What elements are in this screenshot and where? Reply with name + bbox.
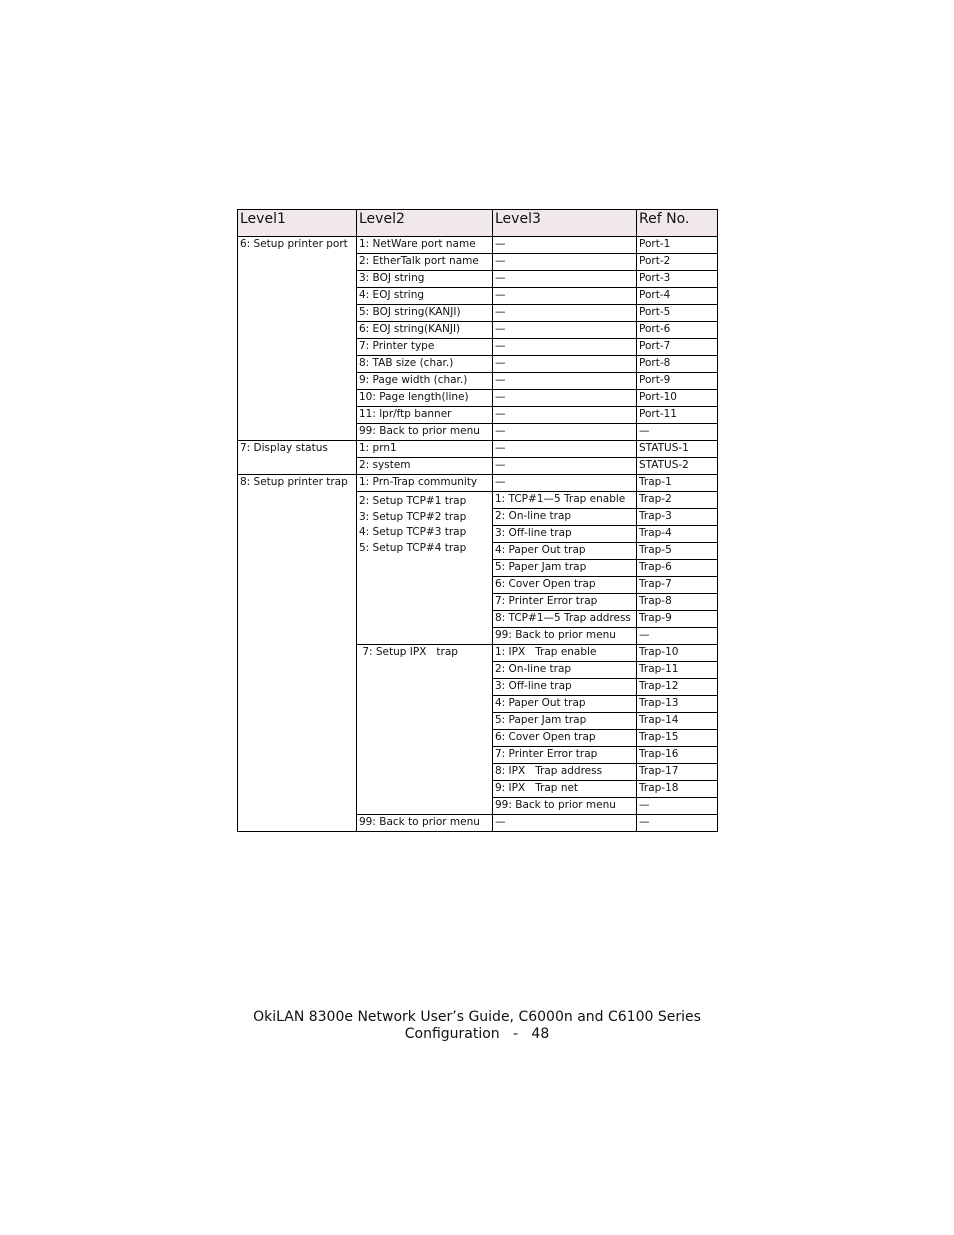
level2-tcp-item: 3: Setup TCP#2 trap (359, 510, 467, 523)
level3-cell: 99: Back to prior menu (493, 628, 637, 645)
level3-cell: — (493, 288, 637, 305)
level3-cell: — (493, 339, 637, 356)
level2-cell: 5: BOJ string(KANJI) (357, 305, 493, 322)
ref-cell: — (637, 424, 718, 441)
header-level1: Level1 (238, 210, 357, 237)
ref-cell: Trap-14 (637, 713, 718, 730)
ref-cell: Port-1 (637, 237, 718, 254)
level3-cell: — (493, 424, 637, 441)
level3-cell: — (493, 254, 637, 271)
ref-cell: Port-7 (637, 339, 718, 356)
level3-cell: — (493, 271, 637, 288)
level3-cell: 6: Cover Open trap (493, 577, 637, 594)
level3-cell: — (493, 475, 637, 492)
level3-cell: 1: IPX Trap enable (493, 645, 637, 662)
ref-cell: Trap-1 (637, 475, 718, 492)
level3-cell: 1: TCP#1—5 Trap enable (493, 492, 637, 509)
level2-tcp-item: 2: Setup TCP#1 trap (359, 495, 467, 507)
level3-cell: 5: Paper Jam trap (493, 713, 637, 730)
level2-cell: 2: EtherTalk port name (357, 254, 493, 271)
level2-cell: 10: Page length(line) (357, 390, 493, 407)
header-row (238, 210, 718, 237)
ref-cell: Port-3 (637, 271, 718, 288)
ref-cell: Trap-7 (637, 577, 718, 594)
level3-cell: 4: Paper Out trap (493, 543, 637, 560)
level2-cell: 9: Page width (char.) (357, 373, 493, 390)
ref-cell: Trap-8 (637, 594, 718, 611)
level3-cell: 8: IPX Trap address (493, 764, 637, 781)
level3-cell: — (493, 390, 637, 407)
level3-cell: — (493, 373, 637, 390)
level3-cell: 8: TCP#1—5 Trap address (493, 611, 637, 628)
level2-cell: 3: BOJ string (357, 271, 493, 288)
header-level2: Level2 (357, 210, 493, 237)
ref-cell: Trap-11 (637, 662, 718, 679)
ref-cell: Trap-3 (637, 509, 718, 526)
level2-tcp-traps (357, 492, 493, 645)
ref-cell: Port-11 (637, 407, 718, 424)
level3-cell: — (493, 237, 637, 254)
footer-page: Configuration - 48 (404, 1026, 550, 1042)
table-row (238, 237, 718, 254)
ref-cell: Port-6 (637, 322, 718, 339)
ref-cell: Port-4 (637, 288, 718, 305)
level3-cell: 2: On-line trap (493, 662, 637, 679)
ref-cell: — (637, 815, 718, 832)
level3-cell: — (493, 458, 637, 475)
level2-cell: 1: prn1 (357, 441, 493, 458)
level3-cell: 9: IPX Trap net (493, 781, 637, 798)
level3-cell: — (493, 815, 637, 832)
level2-tcp-item: 4: Setup TCP#3 trap (359, 526, 467, 538)
level2-cell: 7: Printer type (357, 339, 493, 356)
header-ref-no: Ref No. (637, 210, 718, 237)
ref-cell: — (637, 628, 718, 645)
level2-cell: 11: lpr/ftp banner (357, 407, 493, 424)
level2-cell: 4: EOJ string (357, 288, 493, 305)
ref-cell: Trap-16 (637, 747, 718, 764)
level1-setup-printer-trap: 8: Setup printer trap (238, 475, 357, 832)
level3-cell: 2: On-line trap (493, 509, 637, 526)
level3-cell: 7: Printer Error trap (493, 594, 637, 611)
ref-cell: Trap-15 (637, 730, 718, 747)
level3-cell: 5: Paper Jam trap (493, 560, 637, 577)
ref-cell: Trap-9 (637, 611, 718, 628)
level3-cell: — (493, 441, 637, 458)
level3-cell: — (493, 305, 637, 322)
ref-cell: STATUS-1 (637, 441, 718, 458)
level2-cell: 99: Back to prior menu (357, 424, 493, 441)
level2-cell: 2: system (357, 458, 493, 475)
ref-cell: Trap-5 (637, 543, 718, 560)
level2-cell: 1: NetWare port name (357, 237, 493, 254)
level2-cell: 99: Back to prior menu (357, 815, 493, 832)
ref-cell: Trap-6 (637, 560, 718, 577)
level3-cell: — (493, 322, 637, 339)
level2-ipx-trap: 7: Setup IPX trap (357, 645, 493, 815)
level2-cell: 6: EOJ string(KANJI) (357, 322, 493, 339)
level3-cell: 7: Printer Error trap (493, 747, 637, 764)
ref-cell: Port-2 (637, 254, 718, 271)
ref-cell: Trap-17 (637, 764, 718, 781)
ref-cell: — (637, 798, 718, 815)
footer-title: OkiLAN 8300e Network User’s Guide, C6000n and C6100 Series (253, 1009, 701, 1025)
ref-cell: Port-8 (637, 356, 718, 373)
ref-cell: Trap-4 (637, 526, 718, 543)
ref-cell: Trap-10 (637, 645, 718, 662)
level3-cell: 99: Back to prior menu (493, 798, 637, 815)
ref-cell: Trap-2 (637, 492, 718, 509)
ref-cell: Port-10 (637, 390, 718, 407)
level3-cell: 4: Paper Out trap (493, 696, 637, 713)
level2-cell: 1: Prn-Trap community (357, 475, 493, 492)
ref-cell: STATUS-2 (637, 458, 718, 475)
table-row (238, 475, 718, 492)
level2-cell: 8: TAB size (char.) (357, 356, 493, 373)
level3-cell: — (493, 356, 637, 373)
ref-cell: Trap-12 (637, 679, 718, 696)
level3-cell: 3: Off-line trap (493, 526, 637, 543)
level3-cell: — (493, 407, 637, 424)
ref-cell: Trap-13 (637, 696, 718, 713)
menu-table (237, 209, 718, 832)
ref-cell: Trap-18 (637, 781, 718, 798)
table-row (238, 441, 718, 458)
ref-cell: Port-5 (637, 305, 718, 322)
ref-cell: Port-9 (637, 373, 718, 390)
level2-tcp-item: 5: Setup TCP#4 trap (359, 541, 467, 554)
level3-cell: 6: Cover Open trap (493, 730, 637, 747)
header-level3: Level3 (493, 210, 637, 237)
level3-cell: 3: Off-line trap (493, 679, 637, 696)
level1-setup-printer-port: 6: Setup printer port (238, 237, 357, 441)
level1-display-status: 7: Display status (238, 441, 357, 475)
